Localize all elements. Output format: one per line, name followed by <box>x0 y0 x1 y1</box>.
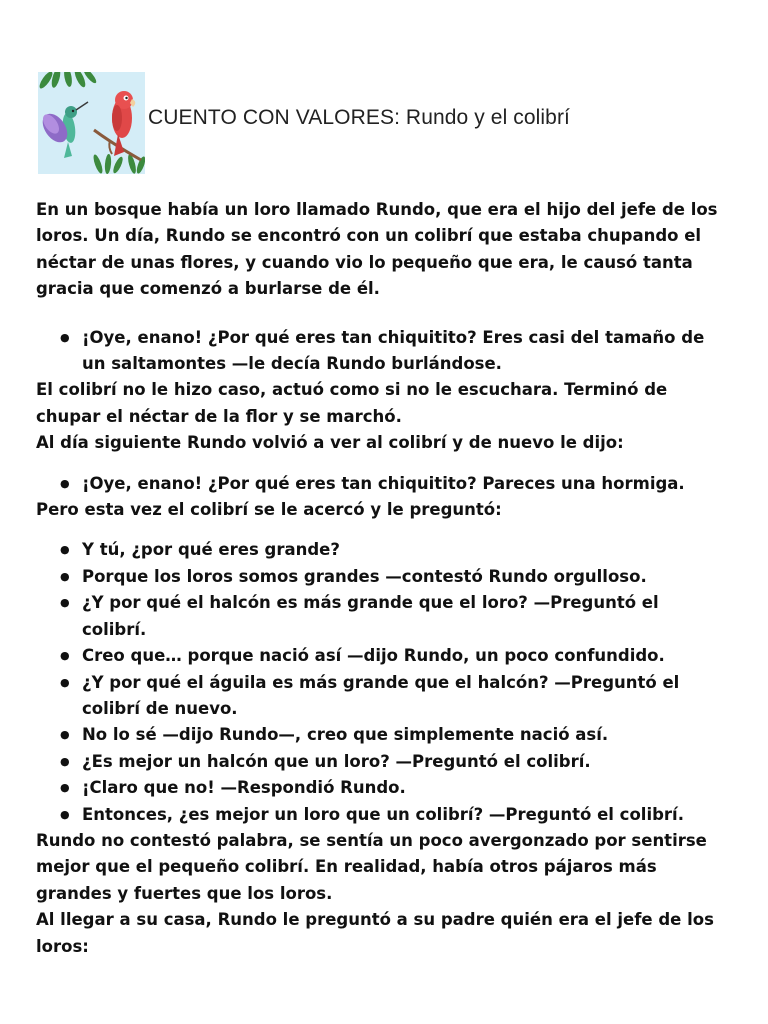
list-item: ● ¿Es mejor un halcón que un loro? —Preguntó el colibrí. <box>36 749 728 775</box>
list-item: ● ¿Y por qué el halcón es más grande que el loro? —Preguntó el colibrí. <box>36 590 728 643</box>
paragraph-intro: En un bosque había un loro llamado Rundo, que era el hijo del jefe de los loros. Un día, Rundo se encontró con un colibrí que estaba chupando el néctar de unas flores, y cuando vio lo pequeño que era, le causó tanta gracia que comenzó a burlarse de él. <box>36 200 718 299</box>
list-item: ● Y tú, ¿por qué eres grande? <box>36 537 728 563</box>
list-item: ● ¡Oye, enano! ¿Por qué eres tan chiquitito? Eres casi del tamaño de un saltamontes —le decía Rundo burlándose. <box>36 325 728 378</box>
list-item: ● ¡Oye, enano! ¿Por qué eres tan chiquitito? Pareces una hormiga. <box>36 471 728 497</box>
paragraph: Pero esta vez el colibrí se le acercó y le preguntó: <box>36 500 502 520</box>
hummingbird-parrot-illustration <box>38 72 145 174</box>
list-item: ● Creo que… porque nació así —dijo Rundo, un poco confundido. <box>36 643 728 669</box>
paragraph: El colibrí no le hizo caso, actuó como si no le escuchara. Terminó de chupar el néctar de la flor y se marchó. <box>36 380 668 426</box>
story-header <box>38 72 718 174</box>
paragraph: Al llegar a su casa, Rundo le preguntó a su padre quién era el jefe de los loros: <box>36 910 714 956</box>
story-body <box>36 197 728 960</box>
list-item: ● No lo sé —dijo Rundo—, creo que simplemente nació así. <box>36 722 728 748</box>
dialogue-list-3 <box>36 537 728 827</box>
dialogue-list-2 <box>36 471 728 497</box>
list-item: ● Entonces, ¿es mejor un loro que un colibrí? —Preguntó el colibrí. <box>36 802 728 828</box>
dialogue-list-1 <box>36 325 728 378</box>
paragraph: Rundo no contestó palabra, se sentía un poco avergonzado por sentirse mejor que el pequeño colibrí. En realidad, había otros pájaros más grandes y fuertes que los loros. <box>36 830 707 903</box>
list-item: ● ¿Y por qué el águila es más grande que el halcón? —Preguntó el colibrí de nuevo. <box>36 670 728 723</box>
list-item: ● ¡Claro que no! —Respondió Rundo. <box>36 775 728 801</box>
page-title: CUENTO CON VALORES: Rundo y el colibrí <box>148 106 570 129</box>
list-item: ● Porque los loros somos grandes —contestó Rundo orgulloso. <box>36 564 728 590</box>
paragraph: Al día siguiente Rundo volvió a ver al colibrí y de nuevo le dijo: <box>36 433 624 453</box>
